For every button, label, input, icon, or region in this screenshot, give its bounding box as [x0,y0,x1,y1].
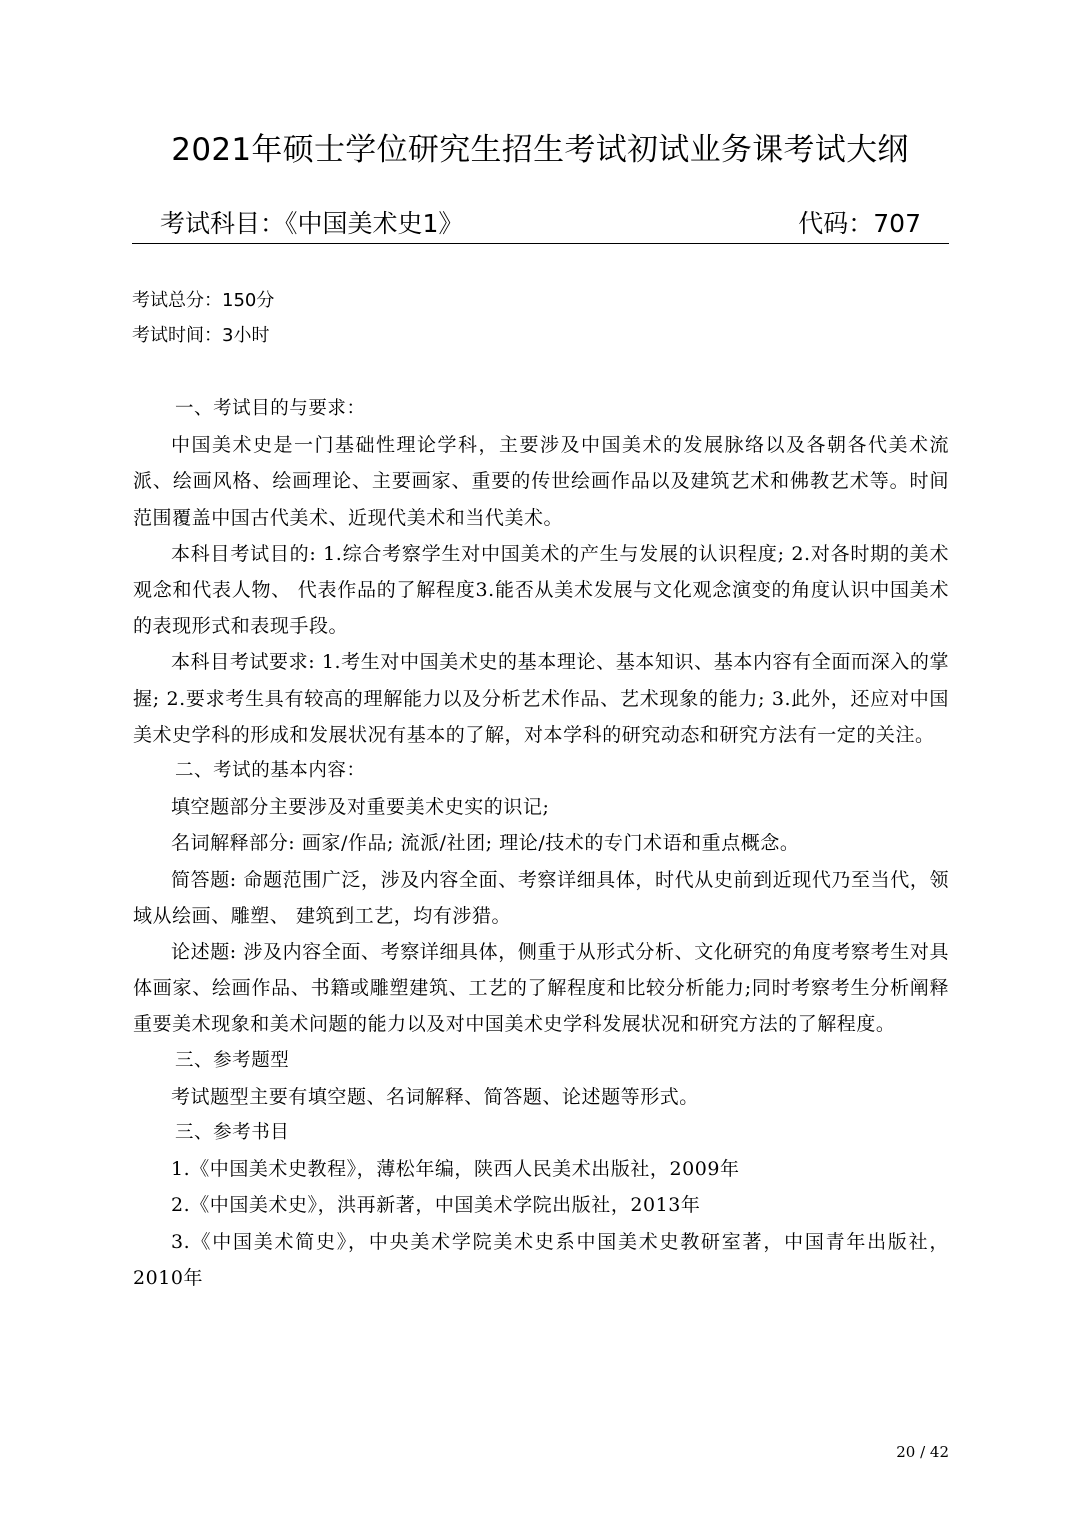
page-number: 20 / 42 [896,1443,949,1461]
subject-header [132,205,949,244]
paragraph: 论述题: 涉及内容全面、考察详细具体，侧重于从形式分析、文化研究的角度考察考生对具体画家、绘画作品、书籍或雕塑建筑、工艺的了解程度和比较分析能力;同时考察考生分析阐释重要美术现象和美术问题的能力以及对中国美术史学科发展状况和研究方法的了解程度。 [133,941,949,1036]
document-body [133,391,949,1296]
page-title: 2021年硕士学位研究生招生考试初试业务课考试大纲 [171,132,909,168]
exam-subject: 考试科目：《中国美术史1》 [160,209,464,238]
paragraph: 名词解释部分: 画家/作品; 流派/社团; 理论/技术的专门术语和重点概念。 [171,832,800,855]
section-heading-question-types: 三、参考题型 [175,1049,290,1071]
exam-meta [132,283,274,353]
reference-item: 2.《中国美术史》，洪再新著，中国美术学院出版社，2013年 [171,1194,701,1217]
section-heading-content: 二、考试的基本内容： [175,760,366,782]
reference-item: 3.《中国美术简史》，中央美术学院美术史系中国美术史教研室著，中国青年出版社，2010年 [133,1230,949,1289]
paragraph: 填空题部分主要涉及对重要美术史实的识记; [171,796,550,819]
paragraph: 本科目考试目的: 1.综合考察学生对中国美术的产生与发展的认识程度; 2.对各时期的美术观念和代表人物、 代表作品的了解程度3.能否从美术发展与文化观念演变的角度认识中国美术的表现形式和表现手段。 [133,542,949,638]
exam-time: 考试时间：3小时 [132,325,270,346]
exam-code: 代码：707 [798,209,921,238]
paragraph: 简答题: 命题范围广泛，涉及内容全面、考察详细具体，时代从史前到近现代乃至当代，领域从绘画、雕塑、 建筑到工艺，均有涉猎。 [133,868,949,927]
paragraph: 中国美术史是一门基础性理论学科，主要涉及中国美术的发展脉络以及各朝各代美术流派、绘画风格、绘画理论、主要画家、重要的传世绘画作品以及建筑艺术和佛教艺术等。时间范围覆盖中国古代美术、近现代美术和当代美术。 [133,434,949,529]
section-heading-purpose: 一、考试目的与要求： [175,398,366,419]
section-heading-references: 三、参考书目 [175,1122,290,1144]
paragraph: 本科目考试要求: 1.考生对中国美术史的基本理论、基本知识、基本内容有全面而深入的掌握; 2.要求考生具有较高的理解能力以及分析艺术作品、艺术现象的能力; 3.此外，还应对中国美术史学科的形成和发展状况有基本的了解，对本学科的研究动态和研究方法有一定的关注。 [133,651,949,746]
reference-item: 1.《中国美术史教程》，薄松年编，陕西人民美术出版社，2009年 [171,1158,740,1181]
total-score: 考试总分：150分 [132,290,275,311]
paragraph: 考试题型主要有填空题、名词解释、简答题、论述题等形式。 [171,1085,699,1108]
